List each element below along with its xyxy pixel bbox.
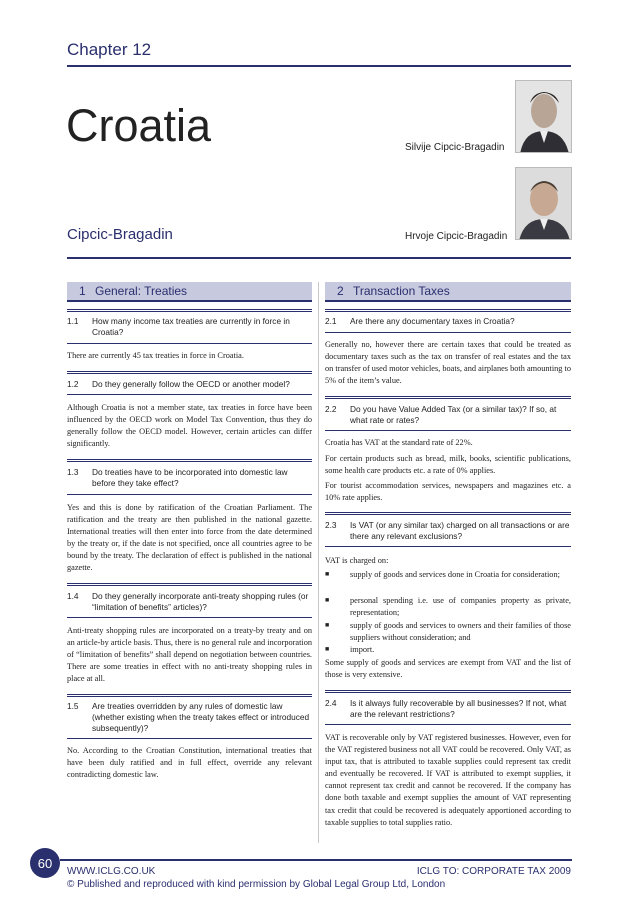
chapter-label: Chapter 12: [67, 40, 152, 59]
answer-1-5: No. According to the Croatian Constitution, international treaties that have been duly ratified and in full effect, override any relevant contradicting domestic law.: [67, 746, 312, 780]
question-underline: [325, 724, 571, 725]
answer-1-2: Although Croatia is not a member state, tax treaties in force have been influenced by the OECD work on Model Tax Convention, thus they do generally follow the OECD model. However, certain articles can differ significantly.: [67, 403, 312, 449]
answer-2-2-para-2: For certain products such as bread, milk, books, scientific publications, some health care products etc. a rate of 0% applies.: [325, 454, 571, 476]
bullet-square-icon: ■: [325, 621, 330, 629]
question-number: 1.4: [67, 591, 79, 601]
header-bottom-rule: [67, 257, 571, 259]
section-title: General: Treaties: [95, 284, 188, 298]
question-rule: [325, 512, 571, 515]
answer-1-1: There are currently 45 tax treaties in force in Croatia.: [67, 351, 244, 360]
question-rule: [325, 690, 571, 693]
question-rule: [67, 459, 312, 462]
question-number: 2.1: [325, 316, 337, 326]
question-text: Do they generally incorporate anti-treaty shopping rules (or “limitation of benefits” articles)?: [92, 591, 309, 612]
footer-publication: ICLG TO: CORPORATE TAX 2009: [416, 866, 571, 877]
question-underline: [325, 546, 571, 547]
question-2-4: [325, 698, 571, 722]
question-rule: [67, 583, 312, 586]
question-1-1: [67, 316, 312, 340]
question-text: Do treaties have to be incorporated into domestic law before they take effect?: [92, 467, 288, 488]
question-rule: [325, 309, 571, 312]
author-photo-2: [515, 167, 572, 240]
bullet-square-icon: ■: [325, 596, 330, 604]
bullet-item: [325, 644, 571, 656]
question-number: 1.2: [67, 379, 79, 389]
answer-2-4: VAT is recoverable only by VAT registered businesses. However, even for the VAT registered business not all VAT could be recovered. Only VAT, as input tax, that is attributed to taxable supplies could represent tax credit and eventually be recovered. If VAT is attributed to exempt supplies, it cannot represent tax credit and cannot be recovered. If the company has done both taxable and exempt supplies the amount of VAT representing tax credit that could be recovered is adequately apportioned according to taxable supplies to total supplies ratio.: [325, 733, 571, 827]
question-number: 2.2: [325, 404, 337, 414]
question-underline: [67, 394, 312, 395]
question-underline: [325, 332, 571, 333]
question-2-1: [325, 316, 571, 328]
question-1-4: [67, 591, 312, 615]
bullet-text: personal spending i.e. use of companies property as private, representation;: [350, 596, 571, 617]
footer-url: WWW.ICLG.CO.UK: [67, 866, 156, 877]
answer-2-1: Generally no, however there are certain taxes that could be treated as documentary taxes such as the tax on transfer of real estates and the tax on transfer of used motor vehicles, boats, and airplanes both amounting to 5% of the item’s value.: [325, 340, 571, 386]
answer-2-3-outro: Some supply of goods and services are exempt from VAT and the list of those is very extensive.: [325, 658, 571, 680]
question-2-2: [325, 404, 571, 428]
page-number-badge: 60: [30, 848, 60, 878]
question-1-5: [67, 701, 312, 735]
question-text: Is it always fully recoverable by all businesses? If not, what are the relevant restrictions?: [350, 698, 567, 719]
bullet-item: [325, 620, 571, 642]
question-text: Are treaties overridden by any rules of domestic law (whether existing when the treaty takes effect or introduced subsequently)?: [92, 701, 310, 733]
answer-2-3-intro: VAT is charged on:: [325, 556, 389, 565]
bullet-text: supply of goods and services to owners and their families of those suppliers without consideration; and: [350, 621, 571, 642]
header-rule: [67, 65, 571, 67]
author-name-2: Hrvoje Cipcic-Bragadin: [405, 231, 508, 242]
question-text: How many income tax treaties are currently in force in Croatia?: [92, 316, 290, 337]
footer-rule: [60, 859, 572, 861]
bullet-square-icon: ■: [325, 645, 330, 653]
column-divider: [318, 282, 319, 843]
author-photo-1: [515, 80, 572, 153]
question-number: 2.4: [325, 698, 337, 708]
section-header-general-treaties: [67, 282, 312, 302]
firm-name: Cipcic-Bragadin: [67, 226, 173, 243]
question-underline: [325, 430, 571, 431]
question-1-2: [67, 379, 312, 391]
question-underline: [67, 343, 312, 344]
bullet-item: [325, 595, 571, 617]
question-text: Do you have Value Added Tax (or a similar tax)? If so, at what rate or rates?: [350, 404, 557, 425]
answer-2-2-para-3: For tourist accommodation services, newspapers and magazines etc. a 10% rate applies.: [325, 481, 571, 503]
section-header-transaction-taxes: [325, 282, 571, 302]
question-2-3: [325, 520, 571, 544]
question-number: 1.3: [67, 467, 79, 477]
answer-1-3: Yes and this is done by ratification of the Croatian Parliament. The ratification and the treaty are then published in the national gazette. International treaties will then enter into force from the date determined by the treaty or, if the date is not specified, once all countries agree to be bound by the treaty. The declaration of effect is published in the national gazette.: [67, 503, 312, 573]
section-title: Transaction Taxes: [353, 284, 450, 298]
author-name-1: Silvije Cipcic-Bragadin: [405, 142, 505, 153]
question-text: Is VAT (or any similar tax) charged on all transactions or are there any relevant exclusions?: [350, 520, 570, 541]
bullet-text: supply of goods and services done in Croatia for consideration;: [350, 570, 560, 579]
section-number: 2: [337, 284, 344, 298]
question-rule: [325, 396, 571, 399]
question-underline: [67, 738, 312, 739]
question-text: Do they generally follow the OECD or another model?: [92, 379, 290, 389]
footer-copyright: © Published and reproduced with kind permission by Global Legal Group Ltd, London: [67, 879, 446, 890]
question-number: 1.1: [67, 316, 79, 326]
question-rule: [67, 371, 312, 374]
answer-1-4: Anti-treaty shopping rules are incorporated on a treaty-by treaty and on an article-by article basis. Thus, there is no general rule and incorporation of “limitation of benefits” shall depend on negotiation between countries. There are some treaties in effect with no anti-treaty shopping rules in place at all.: [67, 626, 312, 684]
question-rule: [67, 694, 312, 697]
question-underline: [67, 617, 312, 618]
page-title: Croatia: [66, 100, 212, 151]
question-number: 2.3: [325, 520, 337, 530]
question-underline: [67, 494, 312, 495]
bullet-text: import.: [350, 645, 375, 654]
bullet-square-icon: ■: [325, 570, 330, 578]
question-text: Are there any documentary taxes in Croatia?: [350, 316, 515, 326]
question-1-3: [67, 467, 312, 491]
answer-2-2-para-1: Croatia has VAT at the standard rate of 22%.: [325, 438, 473, 447]
question-rule: [67, 309, 312, 312]
question-number: 1.5: [67, 701, 79, 711]
bullet-item: [325, 569, 571, 591]
section-number: 1: [79, 284, 86, 298]
